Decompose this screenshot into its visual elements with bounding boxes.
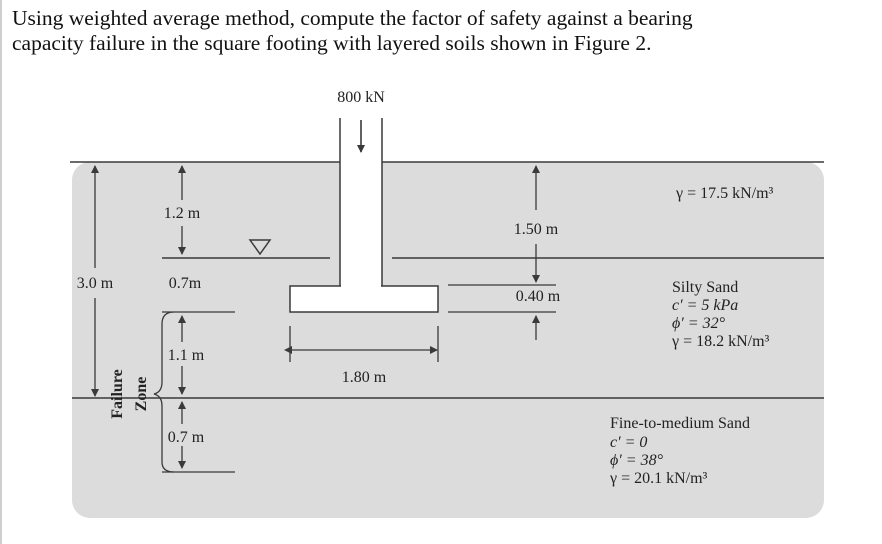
load-label: 800 kN <box>337 89 385 106</box>
layer2-name: Silty Sand <box>672 279 739 296</box>
failure-zone-word-1: Failure <box>109 369 126 419</box>
failure-zone-word-2: Zone <box>133 376 150 412</box>
layer1-gamma: γ = 17.5 kN/m³ <box>676 185 774 202</box>
layer2-cohesion: c′ = 5 kPa <box>672 297 739 314</box>
footing-thickness-label: 0.40 m <box>515 288 561 305</box>
failure-zone-upper-label: 1.1 m <box>167 347 205 364</box>
footing-width-label: 1.80 m <box>341 369 387 386</box>
question-line-1: Using weighted average method, compute the factor of safety against a bearing <box>12 6 693 30</box>
footing-slab <box>290 286 438 312</box>
embedment-label: 1.50 m <box>513 221 559 238</box>
top-layer-label: 1.2 m <box>163 205 201 222</box>
failure-zone-lower-label: 0.7 m <box>167 429 205 446</box>
total-depth-label: 3.0 m <box>76 275 114 292</box>
layer3-cohesion: c′ = 0 <box>610 434 648 451</box>
depth-below-wt-label: 0.7m <box>168 275 202 292</box>
question-line-2: capacity failure in the square footing with layered soils shown in Figure 2. <box>12 31 652 55</box>
layer3-name: Fine-to-medium Sand <box>610 415 750 432</box>
layer3-gamma: γ = 20.1 kN/m³ <box>610 470 708 487</box>
layer3-friction-angle: ϕ′ = 38° <box>610 452 663 469</box>
layer2-gamma: γ = 18.2 kN/m³ <box>672 333 770 350</box>
layer2-friction-angle: ϕ′ = 32° <box>672 315 725 332</box>
